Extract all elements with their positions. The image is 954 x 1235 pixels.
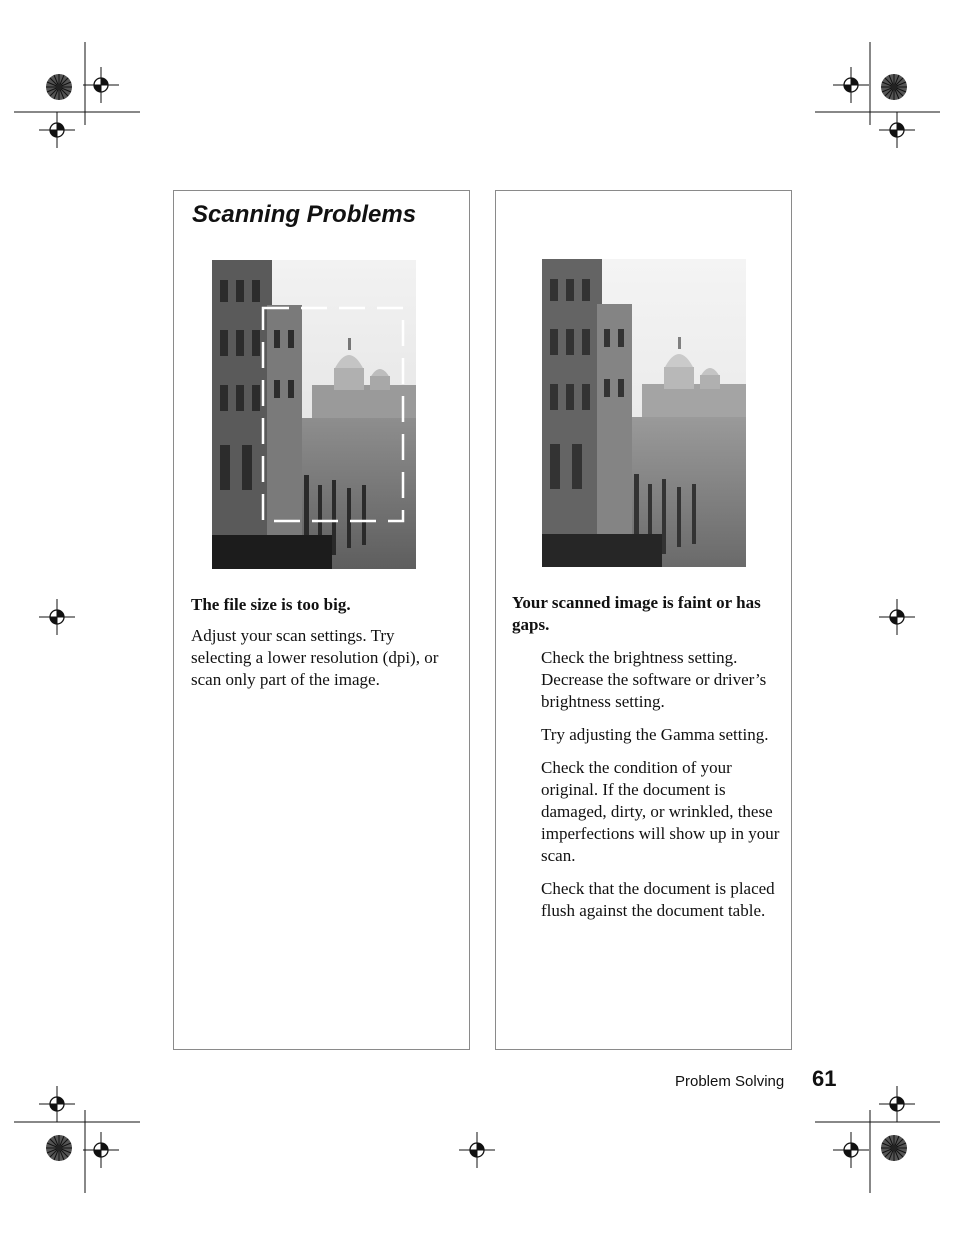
tips-list [541, 647, 781, 933]
list-item: Check the condition of your original. If the document is damaged, dirty, or wrinkled, these imperfections will show up in your scan. [541, 758, 780, 865]
left-body-text: Adjust your scan settings. Try selecting a lower resolution (dpi), or scan only part of the image. [191, 626, 439, 689]
left-panel [173, 190, 470, 1050]
list-item: Check that the document is placed flush against the document table. [541, 879, 775, 920]
page-number: 61 [812, 1066, 837, 1091]
venice-photo-with-selection [212, 260, 416, 569]
page-title: Scanning Problems [192, 201, 417, 228]
list-item: Check the brightness setting. Decrease the software or driver’s brightness setting. [541, 648, 767, 711]
list-item: Try adjusting the Gamma setting. [541, 725, 769, 744]
footer-section-label: Problem Solving [675, 1073, 785, 1090]
right-panel [495, 190, 792, 1050]
right-heading: Your scanned image is faint or has gaps. [512, 593, 761, 634]
venice-photo [542, 259, 746, 567]
left-heading: The file size is too big. [191, 595, 351, 614]
